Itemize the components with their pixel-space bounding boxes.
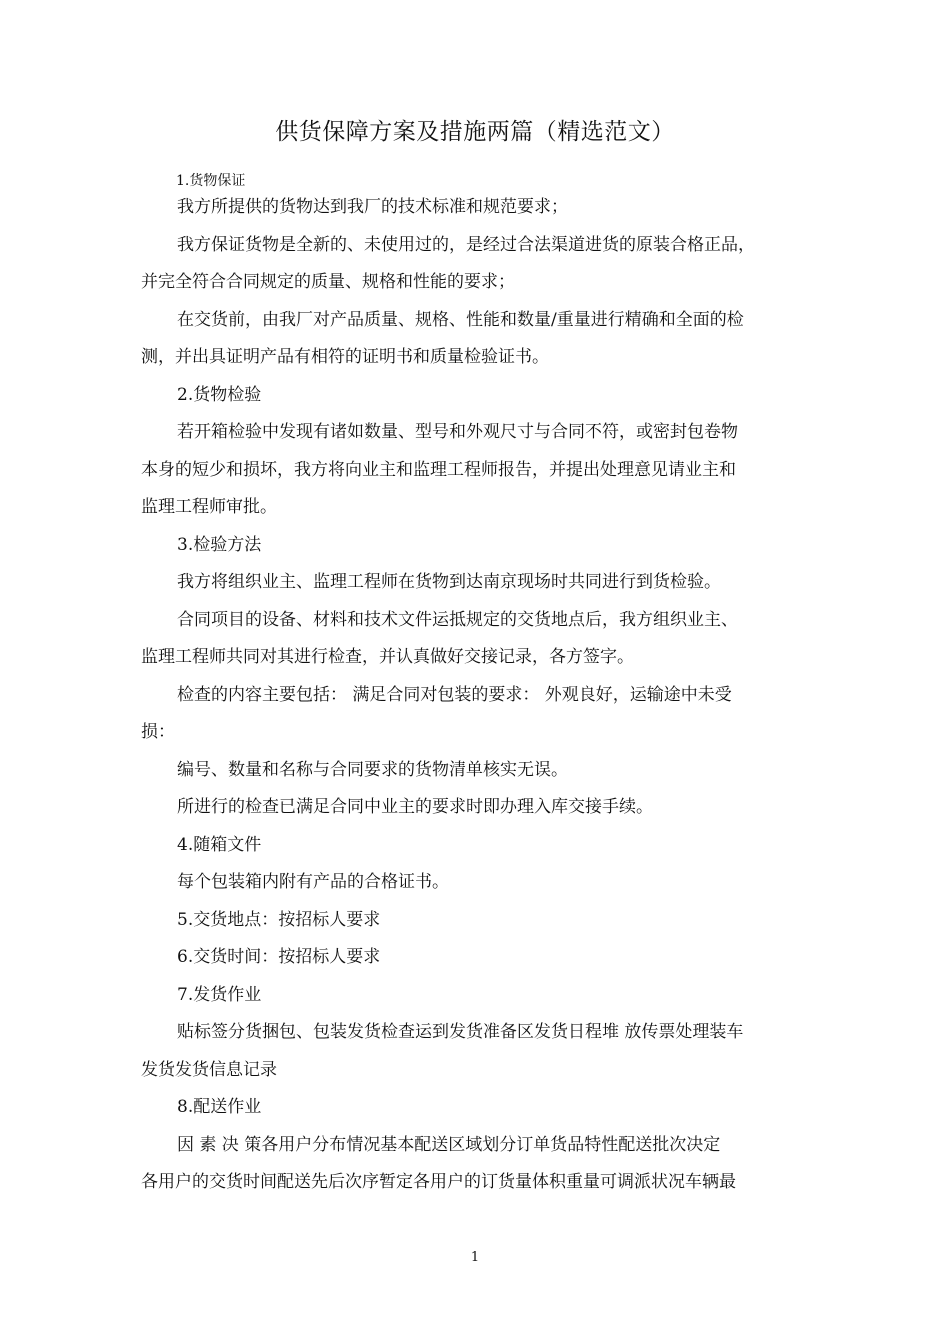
- text-line: 在交货前，由我厂对产品质量、规格、性能和数量/重量进行精确和全面的检: [177, 309, 744, 330]
- document-title: 供货保障方案及措施两篇（精选范文）: [275, 119, 675, 145]
- text-line: 合同项目的设备、材料和技术文件运抵规定的交货地点后，我方组织业主、: [177, 609, 738, 630]
- text-line: 所进行的检查已满足合同中业主的要求时即办理入库交接手续。: [177, 797, 653, 817]
- text-line: 监理工程师审批。: [141, 497, 277, 517]
- text-line: 因 素 决 策各用户分布情况基本配送区域划分订单货品特性配送批次决定: [177, 1134, 721, 1155]
- text-line: 6.交货时间：按招标人要求: [177, 947, 381, 967]
- text-line: 我方将组织业主、监理工程师在货物到达南京现场时共同进行到货检验。: [177, 572, 721, 592]
- section-heading-1: 1.货物保证: [176, 173, 246, 189]
- text-line: 各用户的交货时间配送先后次序暂定各用户的订货量体积重量可调派状况车辆最: [141, 1172, 736, 1192]
- page-number: 1: [470, 1250, 480, 1265]
- text-line: 检查的内容主要包括： 满足合同对包装的要求： 外观良好，运输途中未受: [177, 684, 732, 705]
- text-line: 2.货物检验: [177, 384, 262, 405]
- text-line: 我方保证货物是全新的、未使用过的，是经过合法渠道进货的原装合格正品，: [177, 234, 755, 255]
- text-line: 贴标签分货捆包、包装发货检查运到发货准备区发货日程堆 放传票处理装车: [177, 1022, 744, 1042]
- text-line: 测，并出具证明产品有相符的证明书和质量检验证书。: [141, 347, 549, 367]
- text-line: 7.发货作业: [177, 984, 262, 1005]
- text-line: 并完全符合合同规定的质量、规格和性能的要求；: [141, 272, 515, 292]
- text-line: 8.配送作业: [177, 1097, 262, 1117]
- text-line: 发货发货信息记录: [141, 1059, 277, 1080]
- text-line: 编号、数量和名称与合同要求的货物清单核实无误。: [177, 759, 568, 780]
- text-line: 5.交货地点：按招标人要求: [177, 909, 381, 930]
- text-line: 监理工程师共同对其进行检查，并认真做好交接记录，各方签字。: [141, 647, 634, 667]
- text-line: 本身的短少和损坏，我方将向业主和监理工程师报告，并提出处理意见请业主和: [141, 459, 736, 480]
- text-line: 若开箱检验中发现有诸如数量、型号和外观尺寸与合同不符，或密封包卷物: [177, 422, 738, 442]
- text-line: 3.检验方法: [177, 534, 262, 555]
- text-line: 我方所提供的货物达到我厂的技术标准和规范要求；: [177, 197, 568, 217]
- text-line: 每个包装箱内附有产品的合格证书。: [177, 872, 449, 892]
- text-line: 损：: [141, 722, 175, 742]
- text-line: 4.随箱文件: [177, 834, 262, 855]
- document-body: [141, 189, 813, 1202]
